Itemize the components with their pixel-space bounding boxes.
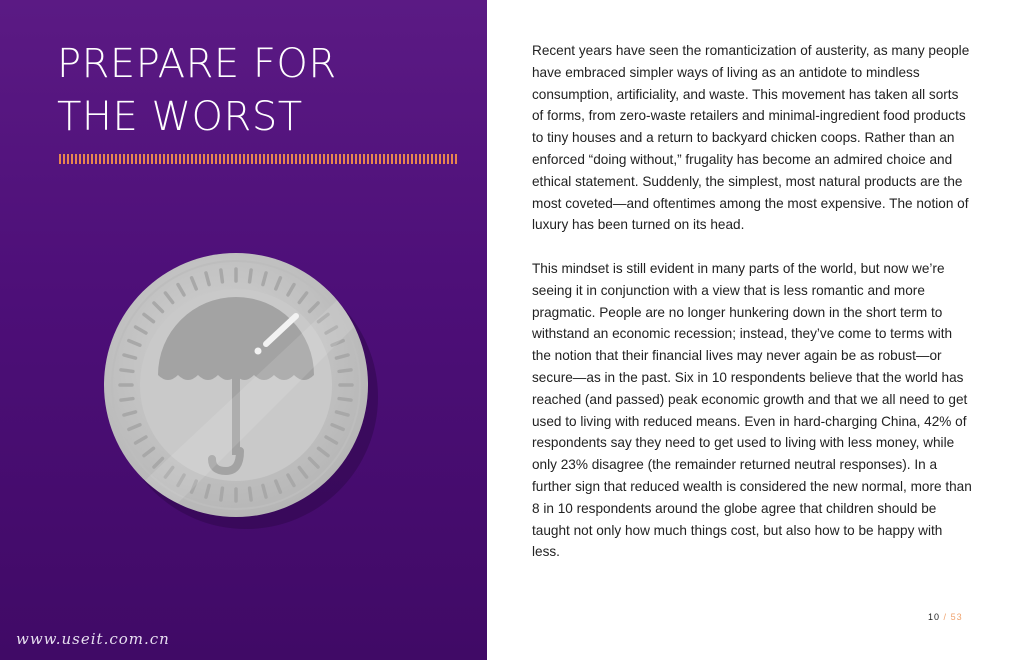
coin-rim-tick bbox=[250, 270, 252, 282]
title-line-1: PREPARE FOR bbox=[57, 41, 337, 87]
umbrella-coin-icon bbox=[96, 245, 396, 545]
coin-rim-tick bbox=[339, 399, 351, 401]
article-body bbox=[532, 40, 972, 585]
coin-rim-tick bbox=[221, 270, 223, 282]
coin-rim-tick bbox=[121, 399, 133, 401]
coin-rim-tick bbox=[221, 488, 223, 500]
striped-divider bbox=[59, 154, 457, 164]
paragraph-2: This mindset is still evident in many parts of the world, but now we’re seeing it in conjunction with a view that is less romantic and more pragmatic. People are no longer hunkering down in the short term to withstand an economic recession; instead, they’ve come to terms with the notion that their financial lives may never again be as robust—or secure—as in the past. Six in 10 respondents believe that the world has reached (and passed) peak economic growth and that we all need to get used to living with reduced means. Even in hard-charging China, 42% of respondents say they need to get used to living with less money, while only 23% disagree (the remainder returned neutral responses). In a further sign that reduced wealth is considered the new normal, more than 8 in 10 respondents around the globe agree that children should be taught not only how much things cost, but also how to be happy with less. bbox=[532, 260, 972, 560]
page-total: 53 bbox=[950, 612, 963, 622]
paragraph-1: Recent years have seen the romanticization of austerity, as many people have embraced simpler ways of living as an antidote to mindless consumption, artificiality, and waste. This movement has taken all sorts of forms, from zero-waste retailers and minimal-ingredient food products to tiny houses and a return to backyard chicken coops. Rather than an enforced “doing without,” frugality has become an admired choice and ethical statement. Suddenly, the simplest, most natural products are the most coveted—and oftentimes among the most expensive. The notion of luxury has been turned on its head. bbox=[532, 43, 970, 233]
title-line-2: THE WORST bbox=[57, 94, 303, 140]
watermark: www.useit.com.cn bbox=[16, 630, 170, 648]
page-current: 10 bbox=[928, 612, 941, 622]
left-panel bbox=[0, 0, 487, 660]
page-number bbox=[928, 612, 963, 622]
coin-rim-tick bbox=[121, 370, 133, 372]
coin-rim-tick bbox=[339, 370, 351, 372]
coin-rim-tick bbox=[250, 488, 252, 500]
page-title bbox=[57, 38, 337, 144]
page-separator: / bbox=[943, 612, 948, 622]
